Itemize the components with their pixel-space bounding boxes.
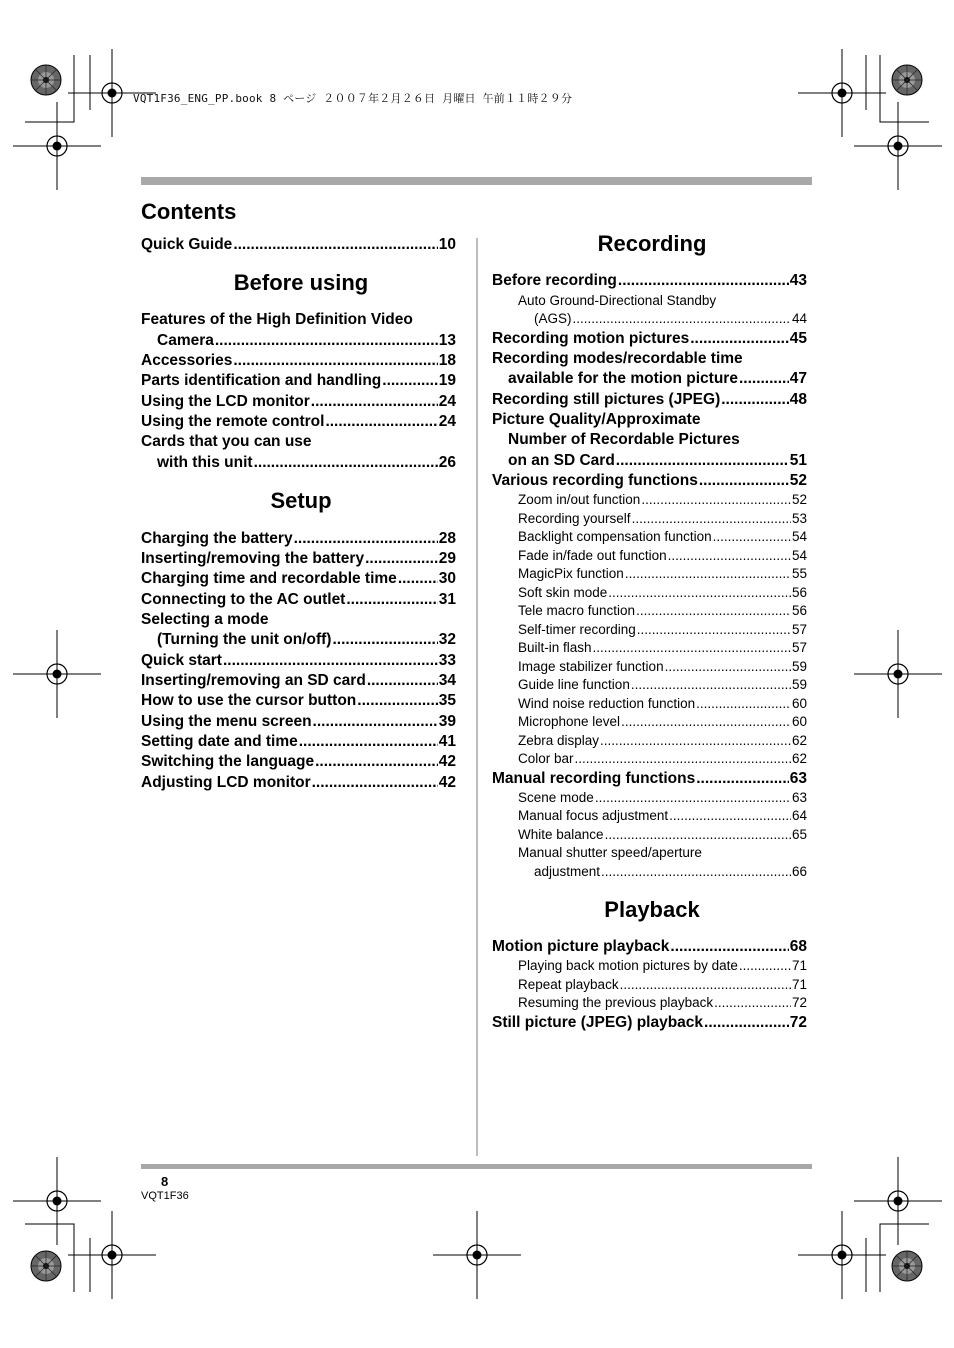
toc-page: 42 [438, 753, 456, 770]
toc-label: Manual recording functions [492, 770, 696, 787]
toc-label: Image stabilizer function [518, 659, 664, 674]
toc-page: 34 [438, 672, 456, 689]
toc-page: 35 [438, 692, 456, 709]
toc-label: on an SD Card [508, 452, 615, 469]
toc-label: (Turning the unit on/off) [157, 631, 332, 648]
toc-page: 10 [438, 236, 456, 253]
toc-label: Recording still pictures (JPEG) [492, 391, 721, 408]
toc-label: Recording motion pictures [492, 330, 690, 347]
toc-label: Camera [157, 332, 214, 349]
toc-label: adjustment [534, 864, 601, 879]
toc-label: Wind noise reduction function [518, 696, 696, 711]
toc-page: 43 [789, 272, 807, 289]
toc-page: 56 [791, 585, 807, 600]
toc-page: 45 [789, 330, 807, 347]
toc-page: 60 [791, 696, 807, 711]
toc-label: Using the LCD monitor [141, 393, 310, 410]
toc-label: Quick Guide [141, 236, 233, 253]
toc-label: Charging time and recordable time [141, 570, 397, 587]
crosshair-icon [433, 1211, 521, 1299]
toc-page: 24 [438, 393, 456, 410]
toc-label: Color bar [518, 751, 574, 766]
toc-page: 71 [791, 977, 807, 992]
toc-page: 48 [789, 391, 807, 408]
toc-label: Quick start [141, 652, 222, 669]
toc-label: Using the remote control [141, 413, 325, 430]
toc-label: Fade in/fade out function [518, 548, 667, 563]
toc-page: 64 [791, 808, 807, 823]
toc-page: 24 [438, 413, 456, 430]
trim-lines [25, 55, 929, 1292]
toc-quality-line1[interactable]: Picture Quality/Approximate [492, 411, 701, 428]
toc-page: 18 [438, 352, 456, 369]
toc-label: Inserting/removing an SD card [141, 672, 366, 689]
toc-label: Manual focus adjustment [518, 808, 669, 823]
crosshair-icon [13, 102, 101, 190]
toc-page: 63 [791, 790, 807, 805]
toc-label: White balance [518, 827, 604, 842]
toc-page: 51 [789, 452, 807, 469]
toc-label: Resuming the previous playback [518, 995, 714, 1010]
crosshair-icon [854, 102, 942, 190]
page-number: 8 [161, 1174, 169, 1189]
toc-page: 71 [791, 958, 807, 973]
toc-page: 52 [789, 472, 807, 489]
toc-features-line1[interactable]: Features of the High Definition Video [141, 311, 413, 328]
toc-page: 59 [791, 677, 807, 692]
crosshair-icon [13, 1157, 101, 1245]
print-header-line: VQT1F36_ENG_PP.book 8 ページ ２００７年２月２６日 月曜日 午前１１時２９分 [133, 92, 573, 105]
toc-page: 65 [791, 827, 807, 842]
toc-page: 29 [438, 550, 456, 567]
toc-label: Self-timer recording [518, 622, 636, 637]
section-title-recording: Recording [597, 231, 707, 256]
toc-label: Repeat playback [518, 977, 619, 992]
toc-page: 72 [791, 995, 807, 1010]
toc-page: 42 [438, 774, 456, 791]
toc-label: Setting date and time [141, 733, 298, 750]
crosshair-icon [798, 1211, 886, 1299]
toc-cards-line1[interactable]: Cards that you can use [141, 433, 312, 450]
toc-quality-line2[interactable]: Number of Recordable Pictures [508, 431, 740, 448]
toc-label: MagicPix function [518, 566, 624, 581]
toc-label: Microphone level [518, 714, 621, 729]
model-code: VQT1F36 [141, 1190, 189, 1202]
registration-burst-icon [31, 65, 61, 95]
toc-label: Using the menu screen [141, 713, 312, 730]
toc-page: 56 [791, 603, 807, 618]
toc-page: 28 [438, 530, 456, 547]
toc-label: Adjusting LCD monitor [141, 774, 311, 791]
crosshair-icon [13, 630, 101, 718]
toc-label: Motion picture playback [492, 938, 670, 955]
toc-page: 53 [791, 511, 807, 526]
toc-page: 44 [791, 311, 807, 326]
toc-page: 60 [791, 714, 807, 729]
toc-page: 13 [438, 332, 456, 349]
toc-page: 68 [789, 938, 807, 955]
toc-page: 63 [789, 770, 807, 787]
registration-burst-icon [31, 1251, 61, 1281]
toc-label: Parts identification and handling [141, 372, 382, 389]
toc-modes-line1[interactable]: Recording modes/recordable time [492, 350, 743, 367]
toc-page: 57 [791, 640, 807, 655]
crosshair-icon [854, 630, 942, 718]
toc-label: Accessories [141, 352, 233, 369]
toc-label: Connecting to the AC outlet [141, 591, 346, 608]
toc-page: 55 [791, 566, 807, 581]
toc-page: 41 [438, 733, 456, 750]
toc-label: Before recording [492, 272, 617, 289]
toc-page: 57 [791, 622, 807, 637]
toc-label: Inserting/removing the battery [141, 550, 365, 567]
toc-label: Charging the battery [141, 530, 293, 547]
toc-label: Zebra display [518, 733, 600, 748]
toc-label: available for the motion picture [508, 370, 738, 387]
toc-label: Scene mode [518, 790, 594, 805]
toc-label: with this unit [157, 454, 253, 471]
section-title-before-using: Before using [233, 270, 369, 295]
toc-ags-line1[interactable]: Auto Ground-Directional Standby [518, 293, 717, 308]
toc-label: Playing back motion pictures by date [518, 958, 738, 973]
toc-label: Soft skin mode [518, 585, 608, 600]
registration-burst-icon [892, 65, 922, 95]
toc-label: Built-in flash [518, 640, 592, 655]
toc-label: Tele macro function [518, 603, 636, 618]
contents-title: Contents [141, 199, 237, 224]
toc-page: 62 [791, 733, 807, 748]
registration-burst-icon [892, 1251, 922, 1281]
toc-selecting-line1[interactable]: Selecting a mode [141, 611, 269, 628]
toc-page: 30 [438, 570, 456, 587]
toc-page: 72 [789, 1014, 807, 1031]
toc-page: 26 [438, 454, 456, 471]
toc-label: Backlight compensation function [518, 529, 712, 544]
toc-label: Various recording functions [492, 472, 698, 489]
section-title-setup: Setup [270, 488, 332, 513]
toc-label: (AGS) [534, 311, 572, 326]
crosshair-icon [68, 1211, 156, 1299]
toc-label: Still picture (JPEG) playback [492, 1014, 704, 1031]
toc-label: Recording yourself [518, 511, 631, 526]
section-title-playback: Playback [604, 897, 700, 922]
toc-page: 54 [791, 548, 807, 563]
toc-page: 47 [789, 370, 807, 387]
toc-page: 31 [438, 591, 456, 608]
toc-page: 54 [791, 529, 807, 544]
toc-page: 32 [438, 631, 456, 648]
toc-label: How to use the cursor button [141, 692, 357, 709]
crosshair-icon [68, 49, 156, 137]
toc-page: 19 [438, 372, 456, 389]
toc-page: 52 [791, 492, 807, 507]
toc-label: Guide line function [518, 677, 630, 692]
toc-page: 62 [791, 751, 807, 766]
toc-label: Zoom in/out function [518, 492, 641, 507]
crosshair-icon [854, 1157, 942, 1245]
toc-shutter-line1[interactable]: Manual shutter speed/aperture [518, 845, 702, 860]
toc-label: Switching the language [141, 753, 315, 770]
toc-page: 33 [438, 652, 456, 669]
crosshair-icon [798, 49, 886, 137]
toc-page: 66 [791, 864, 807, 879]
toc-page: 39 [438, 713, 456, 730]
toc-page: 59 [791, 659, 807, 674]
